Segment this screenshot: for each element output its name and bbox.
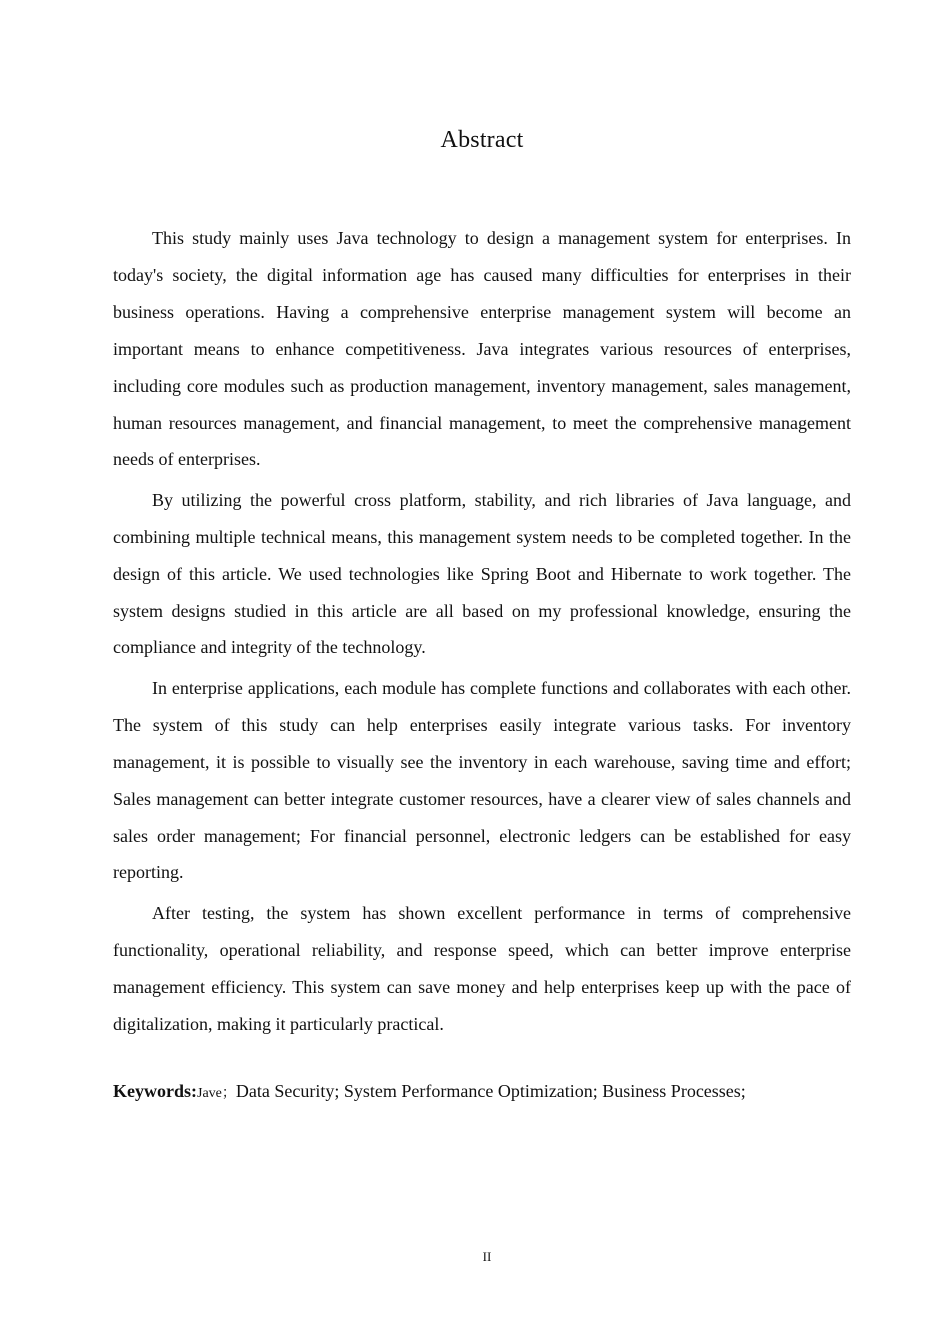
keywords-list: Data Security; System Performance Optimization; Business Processes;	[235, 1081, 746, 1101]
page-number: II	[482, 1249, 492, 1264]
abstract-body	[113, 220, 851, 1046]
abstract-paragraph-3: In enterprise applications, each module has complete functions and collaborates with each other. The system of this study can help enterprises easily integrate various tasks. For inventory management, it is possible to visually see the inventory in each warehouse, saving time and effort; Sales management can better integrate customer resources, have a clearer view of sales channels and sales order management; For financial personnel, electronic ledgers can be established for easy reporting.	[113, 677, 851, 883]
abstract-paragraph-1: This study mainly uses Java technology to design a management system for enterprises. In today's society, the digital information age has caused many difficulties for enterprises in their business operations. Having a comprehensive enterprise management system will become an important means to enhance competitiveness. Java integrates various resources of enterprises, including core modules such as production management, inventory management, sales management, human resources management, and financial management, to meet the comprehensive management needs of enterprises.	[113, 228, 851, 470]
abstract-title: Abstract	[440, 127, 524, 153]
keywords-label: Keywords:	[113, 1081, 197, 1101]
abstract-paragraph-4: After testing, the system has shown excellent performance in terms of comprehensive functionality, operational reliability, and response speed, which can better improve enterprise management efficiency. This system can save money and help enterprises keep up with the pace of digitalization, making it particularly practical.	[113, 902, 851, 1034]
keywords-line	[113, 1074, 873, 1111]
abstract-paragraph-2: By utilizing the powerful cross platform, stability, and rich libraries of Java language, and combining multiple technical means, this management system needs to be completed together. In the design of this article. We used technologies like Spring Boot and Hibernate to work together. The system designs studied in this article are all based on my professional knowledge, ensuring the compliance and integrity of the technology.	[113, 489, 851, 658]
keyword-first: Jave；	[197, 1086, 236, 1101]
